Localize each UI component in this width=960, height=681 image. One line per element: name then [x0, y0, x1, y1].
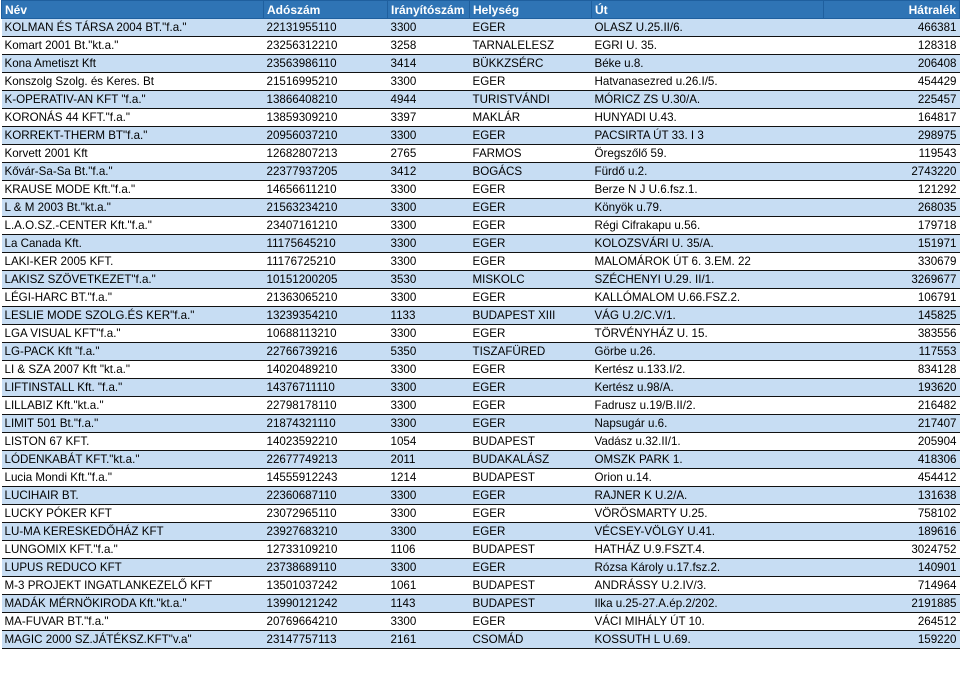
table-row: [2, 523, 960, 541]
cell-name: Kővár-Sa-Sa Bt."f.a.": [2, 163, 264, 181]
table-row: [2, 55, 960, 73]
cell-postal-code: 3414: [388, 55, 470, 73]
table-row: [2, 415, 960, 433]
cell-arrears: 193620: [824, 379, 960, 397]
cell-street: KOSSUTH L U.69.: [592, 631, 824, 649]
header-city: Helység: [470, 1, 592, 19]
cell-postal-code: 2161: [388, 631, 470, 649]
cell-name: LESLIE MODE SZOLG.ÉS KER"f.a.": [2, 307, 264, 325]
cell-arrears: 418306: [824, 451, 960, 469]
cell-city: EGER: [470, 523, 592, 541]
cell-postal-code: 3300: [388, 217, 470, 235]
cell-name: KOLMAN ÉS TÁRSA 2004 BT."f.a.": [2, 19, 264, 37]
cell-arrears: 714964: [824, 577, 960, 595]
cell-arrears: 298975: [824, 127, 960, 145]
cell-postal-code: 3300: [388, 415, 470, 433]
table-row: [2, 271, 960, 289]
cell-arrears: 225457: [824, 91, 960, 109]
cell-street: TÖRVÉNYHÁZ U. 15.: [592, 325, 824, 343]
cell-postal-code: 3300: [388, 181, 470, 199]
table-row: [2, 559, 960, 577]
cell-postal-code: 1214: [388, 469, 470, 487]
cell-name: La Canada Kft.: [2, 235, 264, 253]
cell-city: BUDAPEST: [470, 595, 592, 613]
cell-name: LILLABIZ Kft."kt.a.": [2, 397, 264, 415]
cell-city: BUDAPEST: [470, 577, 592, 595]
cell-street: HATHÁZ U.9.FSZT.4.: [592, 541, 824, 559]
cell-name: LUCIHAIR BT.: [2, 487, 264, 505]
cell-postal-code: 1106: [388, 541, 470, 559]
cell-arrears: 454429: [824, 73, 960, 91]
cell-arrears: 131638: [824, 487, 960, 505]
cell-arrears: 3024752: [824, 541, 960, 559]
cell-name: LIFTINSTALL Kft. "f.a.": [2, 379, 264, 397]
table-body: [2, 19, 960, 649]
cell-name: L & M 2003 Bt."kt.a.": [2, 199, 264, 217]
cell-postal-code: 1061: [388, 577, 470, 595]
cell-postal-code: 3300: [388, 505, 470, 523]
cell-name: MADÁK MÉRNÖKIRODA Kft."kt.a.": [2, 595, 264, 613]
cell-city: EGER: [470, 397, 592, 415]
cell-street: Hatvanasezred u.26.I/5.: [592, 73, 824, 91]
table-row: [2, 91, 960, 109]
cell-city: EGER: [470, 253, 592, 271]
cell-city: EGER: [470, 73, 592, 91]
cell-arrears: 189616: [824, 523, 960, 541]
cell-city: EGER: [470, 199, 592, 217]
cell-postal-code: 3300: [388, 379, 470, 397]
cell-city: EGER: [470, 505, 592, 523]
cell-tax-number: 22360687110: [264, 487, 388, 505]
cell-tax-number: 22131955110: [264, 19, 388, 37]
cell-street: HUNYADI U.43.: [592, 109, 824, 127]
cell-tax-number: 20769664210: [264, 613, 388, 631]
cell-postal-code: 2011: [388, 451, 470, 469]
cell-postal-code: 1054: [388, 433, 470, 451]
cell-arrears: 145825: [824, 307, 960, 325]
cell-city: BUDAPEST: [470, 469, 592, 487]
cell-street: Könyök u.79.: [592, 199, 824, 217]
cell-street: Béke u.8.: [592, 55, 824, 73]
table-row: [2, 127, 960, 145]
table-row: [2, 451, 960, 469]
cell-tax-number: 23407161210: [264, 217, 388, 235]
cell-arrears: 268035: [824, 199, 960, 217]
cell-city: EGER: [470, 325, 592, 343]
cell-tax-number: 21363065210: [264, 289, 388, 307]
table-header: [2, 1, 960, 19]
cell-name: Komart 2001 Bt."kt.a.": [2, 37, 264, 55]
cell-name: L.A.O.SZ.-CENTER Kft."f.a.": [2, 217, 264, 235]
cell-name: M-3 PROJEKT INGATLANKEZELŐ KFT: [2, 577, 264, 595]
cell-street: ANDRÁSSY U.2.IV/3.: [592, 577, 824, 595]
cell-tax-number: 14656611210: [264, 181, 388, 199]
table-row: [2, 343, 960, 361]
cell-street: MALOMÁROK ÚT 6. 3.EM. 22: [592, 253, 824, 271]
cell-street: Rózsa Károly u.17.fsz.2.: [592, 559, 824, 577]
cell-city: EGER: [470, 235, 592, 253]
cell-postal-code: 3300: [388, 199, 470, 217]
cell-arrears: 205904: [824, 433, 960, 451]
cell-postal-code: 3258: [388, 37, 470, 55]
table-row: [2, 19, 960, 37]
cell-street: VÁG U.2/C.V/1.: [592, 307, 824, 325]
cell-city: BUDAKALÁSZ: [470, 451, 592, 469]
cell-arrears: 217407: [824, 415, 960, 433]
cell-city: BUDAPEST: [470, 433, 592, 451]
cell-street: Öregszőlő 59.: [592, 145, 824, 163]
cell-city: BUDAPEST XIII: [470, 307, 592, 325]
header-tax-number: Adószám: [264, 1, 388, 19]
cell-tax-number: 22766739216: [264, 343, 388, 361]
table-row: [2, 487, 960, 505]
cell-tax-number: 11175645210: [264, 235, 388, 253]
cell-name: Kona Ametiszt Kft: [2, 55, 264, 73]
cell-postal-code: 3300: [388, 559, 470, 577]
cell-arrears: 140901: [824, 559, 960, 577]
cell-name: Konszolg Szolg. és Keres. Bt: [2, 73, 264, 91]
cell-arrears: 206408: [824, 55, 960, 73]
cell-street: KALLÓMALOM U.66.FSZ.2.: [592, 289, 824, 307]
table-row: [2, 541, 960, 559]
table-row: [2, 199, 960, 217]
cell-arrears: 216482: [824, 397, 960, 415]
cell-postal-code: 5350: [388, 343, 470, 361]
cell-tax-number: 23563986110: [264, 55, 388, 73]
cell-name: LU-MA KERESKEDŐHÁZ KFT: [2, 523, 264, 541]
table-row: [2, 613, 960, 631]
cell-tax-number: 20956037210: [264, 127, 388, 145]
cell-postal-code: 3530: [388, 271, 470, 289]
cell-street: Berze N J U.6.fsz.1.: [592, 181, 824, 199]
header-postal-code: Irányítószám: [388, 1, 470, 19]
cell-name: LUNGOMIX KFT."f.a.": [2, 541, 264, 559]
cell-tax-number: 14023592210: [264, 433, 388, 451]
cell-tax-number: 14020489210: [264, 361, 388, 379]
cell-arrears: 121292: [824, 181, 960, 199]
cell-name: LI & SZA 2007 Kft "kt.a.": [2, 361, 264, 379]
cell-street: Orion u.14.: [592, 469, 824, 487]
cell-street: EGRI U. 35.: [592, 37, 824, 55]
table-row: [2, 37, 960, 55]
cell-street: Régi Cifrakapu u.56.: [592, 217, 824, 235]
cell-city: FARMOS: [470, 145, 592, 163]
cell-postal-code: 3300: [388, 325, 470, 343]
cell-city: CSOMÁD: [470, 631, 592, 649]
cell-tax-number: 22798178110: [264, 397, 388, 415]
cell-street: Kertész u.98/A.: [592, 379, 824, 397]
cell-arrears: 119543: [824, 145, 960, 163]
cell-tax-number: 23927683210: [264, 523, 388, 541]
cell-tax-number: 22377937205: [264, 163, 388, 181]
cell-street: PACSIRTA ÚT 33. I 3: [592, 127, 824, 145]
cell-tax-number: 13859309210: [264, 109, 388, 127]
cell-postal-code: 1143: [388, 595, 470, 613]
cell-arrears: 454412: [824, 469, 960, 487]
table-row: [2, 109, 960, 127]
table-row: [2, 379, 960, 397]
cell-street: OMSZK PARK 1.: [592, 451, 824, 469]
cell-name: Korvett 2001 Kft: [2, 145, 264, 163]
cell-arrears: 3269677: [824, 271, 960, 289]
cell-postal-code: 3300: [388, 613, 470, 631]
cell-arrears: 2743220: [824, 163, 960, 181]
cell-tax-number: 14555912243: [264, 469, 388, 487]
cell-street: Kertész u.133.I/2.: [592, 361, 824, 379]
cell-name: LIMIT 501 Bt."f.a.": [2, 415, 264, 433]
table-row: [2, 307, 960, 325]
cell-postal-code: 3300: [388, 235, 470, 253]
cell-tax-number: 23256312210: [264, 37, 388, 55]
cell-street: OLASZ U.25.II/6.: [592, 19, 824, 37]
cell-postal-code: 3397: [388, 109, 470, 127]
cell-tax-number: 23072965110: [264, 505, 388, 523]
table-row: [2, 73, 960, 91]
cell-arrears: 117553: [824, 343, 960, 361]
table-row: [2, 163, 960, 181]
cell-arrears: 383556: [824, 325, 960, 343]
cell-street: Görbe u.26.: [592, 343, 824, 361]
cell-postal-code: 3300: [388, 73, 470, 91]
header-name: Név: [2, 1, 264, 19]
header-street: Út: [592, 1, 824, 19]
cell-city: BÜKKZSÉRC: [470, 55, 592, 73]
table-row: [2, 235, 960, 253]
cell-tax-number: 13990121242: [264, 595, 388, 613]
cell-postal-code: 1133: [388, 307, 470, 325]
cell-city: BUDAPEST: [470, 541, 592, 559]
table-row: [2, 361, 960, 379]
cell-city: EGER: [470, 379, 592, 397]
cell-tax-number: 22677749213: [264, 451, 388, 469]
cell-tax-number: 21874321110: [264, 415, 388, 433]
cell-name: K-OPERATIV-AN KFT "f.a.": [2, 91, 264, 109]
cell-tax-number: 10151200205: [264, 271, 388, 289]
cell-name: LISTON 67 KFT.: [2, 433, 264, 451]
cell-name: LAKISZ SZÖVETKEZET"f.a.": [2, 271, 264, 289]
cell-street: RAJNER K U.2/A.: [592, 487, 824, 505]
cell-city: EGER: [470, 127, 592, 145]
header-arrears: Hátralék: [824, 1, 960, 19]
cell-city: EGER: [470, 217, 592, 235]
header-row: [2, 1, 960, 19]
cell-street: KOLOZSVÁRI U. 35/A.: [592, 235, 824, 253]
cell-arrears: 2191885: [824, 595, 960, 613]
cell-name: LUCKY PÓKER KFT: [2, 505, 264, 523]
cell-tax-number: 13501037242: [264, 577, 388, 595]
cell-city: EGER: [470, 613, 592, 631]
cell-tax-number: 12682807213: [264, 145, 388, 163]
table-row: [2, 325, 960, 343]
cell-tax-number: 23147757113: [264, 631, 388, 649]
cell-city: EGER: [470, 559, 592, 577]
cell-name: MA-FUVAR BT."f.a.": [2, 613, 264, 631]
cell-postal-code: 3300: [388, 361, 470, 379]
cell-arrears: 466381: [824, 19, 960, 37]
cell-arrears: 758102: [824, 505, 960, 523]
cell-tax-number: 23738689110: [264, 559, 388, 577]
cell-city: TISZAFÜRED: [470, 343, 592, 361]
cell-city: BOGÁCS: [470, 163, 592, 181]
cell-arrears: 151971: [824, 235, 960, 253]
cell-street: SZÉCHENYI U.29. II/1.: [592, 271, 824, 289]
cell-arrears: 106791: [824, 289, 960, 307]
cell-tax-number: 11176725210: [264, 253, 388, 271]
cell-tax-number: 21516995210: [264, 73, 388, 91]
cell-tax-number: 13866408210: [264, 91, 388, 109]
cell-city: EGER: [470, 289, 592, 307]
cell-name: LG-PACK Kft "f.a.": [2, 343, 264, 361]
cell-name: LÉGI-HARC BT."f.a.": [2, 289, 264, 307]
cell-city: EGER: [470, 19, 592, 37]
cell-city: TARNALELESZ: [470, 37, 592, 55]
cell-name: MAGIC 2000 SZ.JÁTÉKSZ.KFT"v.a": [2, 631, 264, 649]
table-row: [2, 145, 960, 163]
cell-city: EGER: [470, 361, 592, 379]
cell-street: VÁCI MIHÁLY ÚT 10.: [592, 613, 824, 631]
table-row: [2, 577, 960, 595]
cell-city: EGER: [470, 487, 592, 505]
cell-name: KRAUSE MODE Kft."f.a.": [2, 181, 264, 199]
cell-city: MAKLÁR: [470, 109, 592, 127]
table-row: [2, 181, 960, 199]
cell-tax-number: 12733109210: [264, 541, 388, 559]
cell-street: Vadász u.32.II/1.: [592, 433, 824, 451]
table-row: [2, 397, 960, 415]
cell-tax-number: 21563234210: [264, 199, 388, 217]
cell-arrears: 264512: [824, 613, 960, 631]
cell-tax-number: 14376711110: [264, 379, 388, 397]
cell-name: LAKI-KER 2005 KFT.: [2, 253, 264, 271]
cell-street: VÖRÖSMARTY U.25.: [592, 505, 824, 523]
table-row: [2, 253, 960, 271]
cell-street: Fürdő u.2.: [592, 163, 824, 181]
cell-postal-code: 2765: [388, 145, 470, 163]
cell-street: MÓRICZ ZS U.30/A.: [592, 91, 824, 109]
cell-arrears: 834128: [824, 361, 960, 379]
cell-arrears: 164817: [824, 109, 960, 127]
cell-name: KORONÁS 44 KFT."f.a.": [2, 109, 264, 127]
cell-postal-code: 3300: [388, 487, 470, 505]
cell-postal-code: 3300: [388, 253, 470, 271]
cell-arrears: 330679: [824, 253, 960, 271]
cell-name: LGA VISUAL KFT"f.a.": [2, 325, 264, 343]
table-row: [2, 289, 960, 307]
cell-street: Fadrusz u.19/B.II/2.: [592, 397, 824, 415]
cell-postal-code: 3300: [388, 127, 470, 145]
cell-arrears: 128318: [824, 37, 960, 55]
cell-city: TURISTVÁNDI: [470, 91, 592, 109]
table-row: [2, 469, 960, 487]
cell-postal-code: 3412: [388, 163, 470, 181]
cell-street: Ilka u.25-27.A.ép.2/202.: [592, 595, 824, 613]
cell-city: EGER: [470, 181, 592, 199]
cell-name: KORREKT-THERM BT"f.a.": [2, 127, 264, 145]
cell-tax-number: 10688113210: [264, 325, 388, 343]
cell-arrears: 159220: [824, 631, 960, 649]
table-row: [2, 505, 960, 523]
cell-city: MISKOLC: [470, 271, 592, 289]
cell-city: EGER: [470, 415, 592, 433]
cell-name: Lucia Mondi Kft."f.a.": [2, 469, 264, 487]
cell-postal-code: 3300: [388, 19, 470, 37]
cell-postal-code: 3300: [388, 289, 470, 307]
cell-postal-code: 3300: [388, 523, 470, 541]
table-row: [2, 631, 960, 649]
debtor-table: [1, 0, 960, 649]
cell-postal-code: 4944: [388, 91, 470, 109]
table-row: [2, 595, 960, 613]
table-row: [2, 217, 960, 235]
cell-tax-number: 13239354210: [264, 307, 388, 325]
cell-name: LÓDENKABÁT KFT."kt.a.": [2, 451, 264, 469]
cell-street: Napsugár u.6.: [592, 415, 824, 433]
table-row: [2, 433, 960, 451]
cell-postal-code: 3300: [388, 397, 470, 415]
cell-arrears: 179718: [824, 217, 960, 235]
cell-name: LUPUS REDUCO KFT: [2, 559, 264, 577]
cell-street: VÉCSEY-VÖLGY U.41.: [592, 523, 824, 541]
